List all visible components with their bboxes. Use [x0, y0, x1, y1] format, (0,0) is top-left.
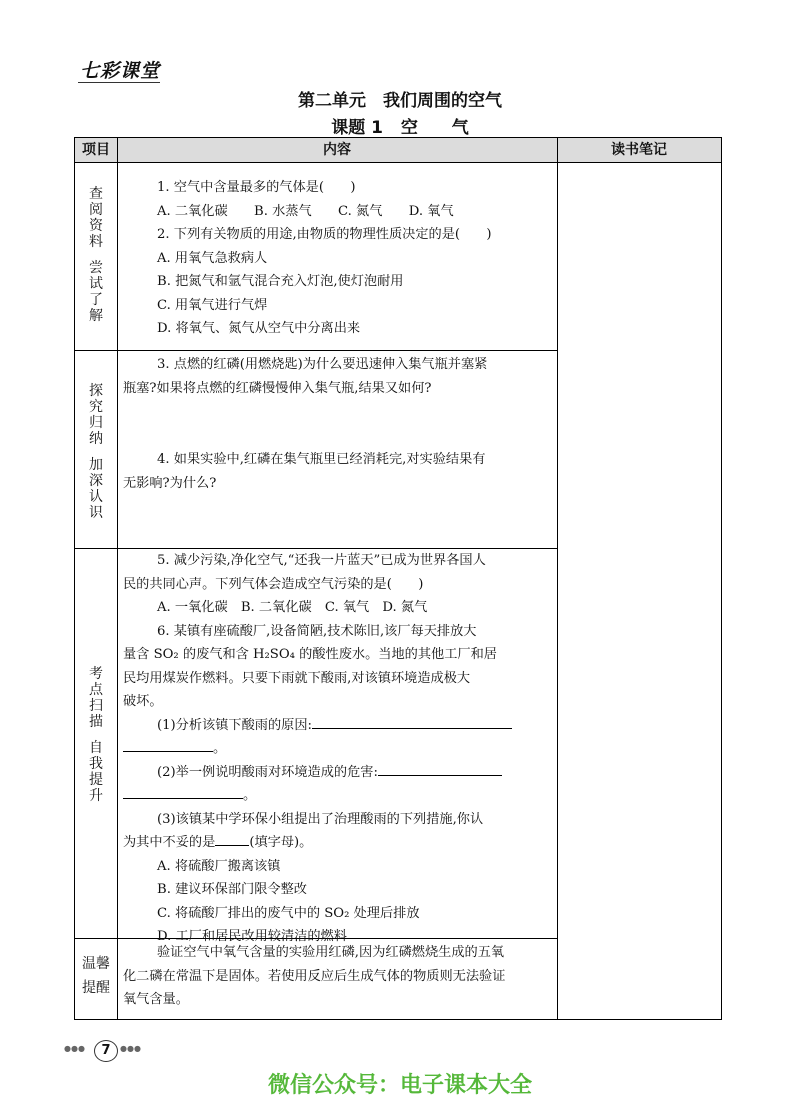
watermark: 微信公众号：电子课本大全 — [267, 1073, 532, 1098]
lesson-number: 课题 1 — [331, 118, 383, 138]
question-line: A. 二氧化碳 B. 水蒸气 C. 氮气 D. 氧气 — [157, 203, 454, 219]
question-line: 为其中不妥的是 (填字母)。 — [123, 835, 313, 850]
answer-blank[interactable] — [215, 845, 249, 846]
column-divider — [117, 138, 118, 1019]
reminder-line: 氧气含量。 — [123, 992, 189, 1007]
reminder-line: 验证空气中氧气含量的实验用红磷,因为红磷燃烧生成的五氧 — [157, 945, 505, 960]
question-line: 。 — [123, 737, 551, 761]
section-label-assess: 考 点 扫 描 自 我 提 升 — [89, 666, 103, 804]
question-line: 瓶塞?如果将点燃的红磷慢慢伸入集气瓶,结果又如何? — [123, 380, 432, 396]
question-line: (2)举一例说明酸雨对环境造成的危害: — [123, 761, 551, 785]
question-line: 1. 空气中含量最多的气体是( ) — [157, 180, 356, 195]
question-line: 民的共同心声。下列气体会造成空气污染的是( ) — [123, 576, 424, 592]
column-header-notes: 读书笔记 — [611, 142, 667, 158]
column-header-content: 内容 — [323, 142, 351, 158]
section-content-assess — [123, 549, 551, 949]
reminder-line: 化二磷在常温下是固体。若使用反应后生成气体的物质则无法验证 — [123, 968, 506, 984]
page-number — [64, 1040, 144, 1062]
column-header-item: 项目 — [82, 142, 110, 158]
table-header-row — [75, 138, 721, 163]
question-line: 2. 下列有关物质的用途,由物质的物理性质决定的是( ) — [157, 227, 492, 242]
page-number-value: 7 — [94, 1040, 118, 1062]
answer-blank[interactable] — [123, 798, 243, 799]
lesson-title — [0, 113, 800, 138]
section-content-reminder — [123, 941, 551, 1012]
question-line: C. 将硫酸厂排出的废气中的 SO₂ 处理后排放 — [157, 905, 420, 921]
lesson-word-1: 空 — [400, 118, 418, 138]
question-line: 6. 某镇有座硫酸厂,设备简陋,技术陈旧,该厂每天排放大 — [157, 623, 477, 639]
question-line: B. 把氮气和氩气混合充入灯泡,使灯泡耐用 — [157, 274, 404, 289]
answer-blank[interactable] — [123, 751, 213, 752]
question-line: C. 用氧气进行气焊 — [157, 297, 268, 313]
column-divider — [557, 138, 558, 1019]
study-table — [74, 137, 722, 1020]
section-label-research: 查 阅 资 料 尝 试 了 解 — [89, 186, 103, 324]
row-divider — [75, 350, 557, 351]
question-line: 民均用煤炭作燃料。只要下雨就下酸雨,对该镇环境造成极大 — [123, 670, 471, 686]
section-content-explore — [123, 353, 551, 495]
question-line: 3. 点燃的红磷(用燃烧匙)为什么要迅速伸入集气瓶并塞紧 — [157, 357, 488, 372]
question-line: A. 一氧化碳 B. 二氧化碳 C. 氧气 D. 氮气 — [157, 600, 428, 615]
question-line: 5. 减少污染,净化空气,“还我一片蓝天”已成为世界各国人 — [157, 553, 486, 568]
question-line: A. 将硫酸厂搬离该镇 — [157, 858, 281, 874]
question-line: (3)该镇某中学环保小组提出了治理酸雨的下列措施,你认 — [157, 811, 484, 827]
question-line: D. 工厂和居民改用较清洁的燃料 — [157, 929, 347, 944]
section-content-research — [123, 176, 551, 341]
question-line: D. 将氧气、氮气从空气中分离出来 — [157, 321, 361, 336]
question-line: A. 用氧气急救病人 — [157, 250, 268, 266]
question-line: B. 建议环保部门限令整改 — [157, 882, 307, 897]
section-label-reminder: 温馨 提醒 — [82, 956, 110, 996]
answer-blank[interactable] — [312, 728, 512, 729]
section-label-explore: 探 究 归 纳 加 深 认 识 — [89, 383, 103, 521]
dots-icon: ●●● — [120, 1044, 141, 1053]
question-line: 破坏。 — [123, 694, 163, 709]
dots-icon: ●●● — [64, 1044, 85, 1053]
logo: 七彩课堂 — [80, 60, 161, 82]
question-line: (1)分析该镇下酸雨的原因: — [123, 714, 551, 738]
logo-underline — [78, 82, 160, 83]
answer-blank[interactable] — [378, 775, 502, 776]
question-line: 无影响?为什么? — [123, 475, 217, 491]
question-line: 4. 如果实验中,红磷在集气瓶里已经消耗完,对实验结果有 — [157, 452, 486, 467]
question-line: 量含 SO₂ 的废气和含 H₂SO₄ 的酸性废水。当地的其他工厂和居 — [123, 647, 497, 662]
unit-title: 第二单元 我们周围的空气 — [298, 91, 502, 111]
question-line: 。 — [123, 784, 551, 808]
lesson-word-2: 气 — [451, 118, 469, 138]
